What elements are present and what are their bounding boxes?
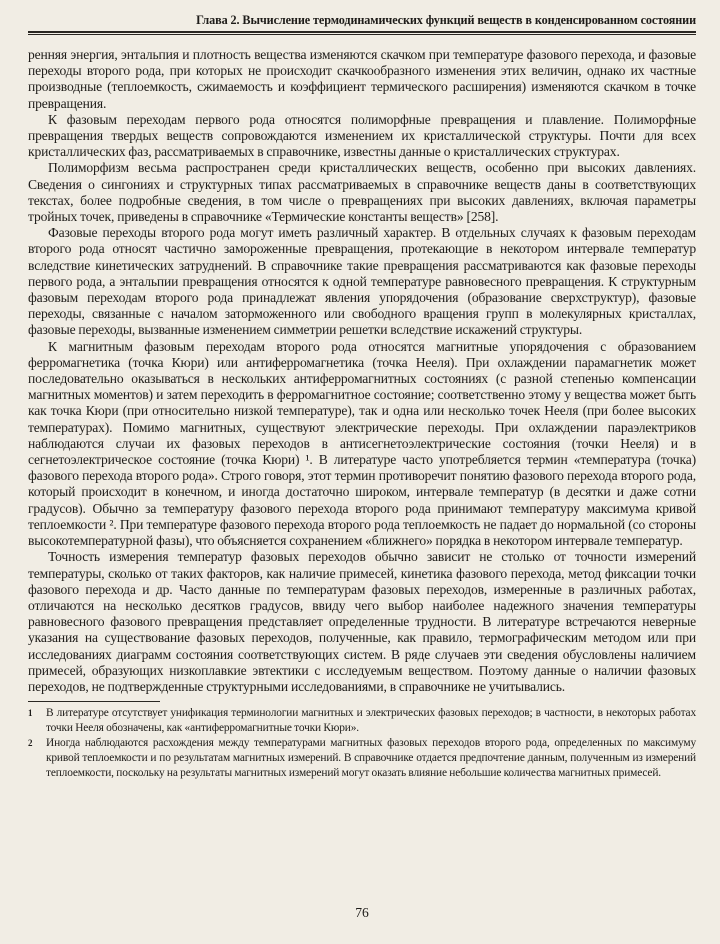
book-page <box>28 12 696 932</box>
paragraph: Полиморфизм весьма распространен среди кристаллических веществ, особенно при высоких давлениях. Сведения о сингониях и структурных типах рассматриваемых в справочнике веществ даны в соответствующих текстах, более подробные сведения, в том числе о превращениях при высоких давлениях, включая параметры тройных точек, приведены в справочнике «Термические константы веществ» [258]. <box>28 160 696 225</box>
paragraph: К фазовым переходам первого рода относятся полиморфные превращения и плавление. Полиморфные превращения твердых веществ сопровождаются изменением их кристаллической структуры. Почти для всех кристаллических фаз, рассматриваемых в справочнике, известны данные о кристаллических структурах. <box>28 111 696 160</box>
paragraph: Точность измерения температур фазовых переходов обычно зависит не столько от точности измерений температуры, сколько от таких факторов, как наличие примесей, кинетика фазового перехода, метод фиксации точки фазового перехода и др. Часто данные по температурам фазовых переходов, измеренные в различных работах, отличаются на несколько десятков градусов, ввиду чего выбор наиболее надежного значения температуры равновесного фазового превращения представляет определенные трудности. В литературе встречаются неверные указания на существование фазовых переходов, полученные, как правило, термографическим методом или при исследованиях диаграмм состояния соответствующих систем. В ряде случаев эти сведения обусловлены наличием примесей, образующих низкоплавкие эвтектики с исследуемым веществом. Поэтому данные о наличии фазовых переходов, не подтвержденные структурными исследованиями, в справочнике не учитывались. <box>28 549 696 694</box>
footnote-mark: 1 <box>28 708 33 719</box>
header-rule <box>28 31 696 35</box>
footnote-mark: 2 <box>28 738 33 749</box>
main-text <box>28 47 696 695</box>
footnote <box>28 736 696 780</box>
footnote <box>28 706 696 735</box>
paragraph: К магнитным фазовым переходам второго рода относятся магнитные упорядочения с образованием ферромагнетика (точка Кюри) или антиферромагнетика (точка Нееля). При охлаждении парамагнетик может последовательно оказываться в нескольких антиферромагнитных состояниях (с разной степенью компенсации магнитных моментов) и затем переходить в ферромагнитное состояние; соответственно этому у вещества может быть как точка Кюри (при относительно низкой температуре), так и одна или несколько точек Нееля (при более высоких температурах). Помимо магнитных, существуют электрические переходы. При охлаждении параэлектриков наблюдаются случаи их фазовых переходов в антисегнетоэлектрические состояния (точки Нееля) и в сегнетоэлектрическое состояние (точка Кюри) ¹. В литературе часто употребляется термин «температура (точка) фазового перехода второго рода». Строго говоря, этот термин противоречит понятию фазового перехода второго рода, который происходит в конечном, и иногда достаточно широком, интервале температур (в десятки и даже сотни градусов). Обычно за температуру фазового перехода второго рода принимают температуру максимума кривой теплоемкости ². При температуре фазового перехода второго рода теплоемкость не падает до нормальной (со стороны высокотемпературной фазы), что объясняется сохранением «ближнего» порядка в некотором интервале температур. <box>28 338 696 549</box>
footnotes <box>28 706 696 780</box>
running-head: Глава 2. Вычисление термодинамических функций веществ в конденсированном состоянии <box>196 13 696 27</box>
paragraph: ренняя энергия, энтальпия и плотность вещества изменяются скачком при температуре фазового перехода, и фазовые переходы второго рода, при которых не происходит скачкообразного изменения этих величин, однако их частные производные (теплоемкость, сжимаемость и коэффициент термического расширения) изменяются скачком в точке превращения. <box>28 47 696 111</box>
paragraph: Фазовые переходы второго рода могут иметь различный характер. В отдельных случаях к фазовым переходам второго рода относят частично замороженные превращения, протекающие в некотором интервале температур вследствие кинетических затруднений. В справочнике такие превращения рассматриваются как фазовые переходы первого рода, а энтальпии превращения относятся к одной температуре равновесного превращения. К структурным фазовым переходам второго рода принадлежат явления упорядочения (образование сверхструктур), фазовые переходы, связанные с началом заторможенного или свободного вращения групп в молекулярных кристаллах, фазовые переходы, вызванные изменением симметрии решетки вследствие искажений структуры. <box>28 225 696 338</box>
page-number: 76 <box>355 905 369 920</box>
footnote-text: Иногда наблюдаются расхождения между температурами магнитных фазовых переходов второго рода, определенных по максимуму кривой теплоемкости и по результатам магнитных измерений. В справочнике отдается предпочтение данным, полученным из измерений теплоемкости, поскольку на результаты магнитных измерений могут оказать влияние небольшие количества магнитных примесей. <box>46 737 696 779</box>
footnote-text: В литературе отсутствует унификация терминологии магнитных и электрических фазовых переходов; в частности, в некоторых работах точки Нееля обозначены, как «антиферромагнитные точки Кюри». <box>46 707 696 734</box>
footnote-rule <box>28 701 160 702</box>
